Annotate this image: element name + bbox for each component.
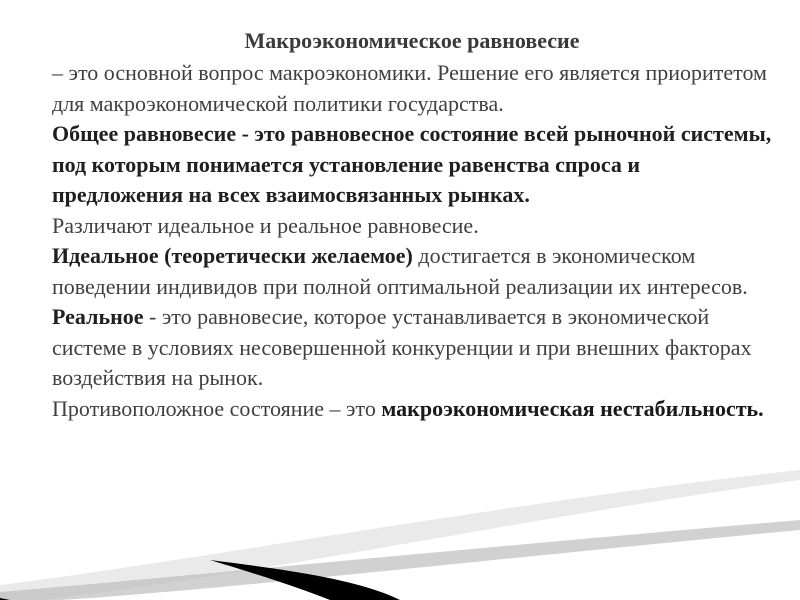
- real-equilibrium-text: - это равновесие, которое устанавливается в экономической системе в условиях несовершенной конкуренции и при внешних факторах воздействия на рынок.: [52, 304, 752, 390]
- real-equilibrium-term: Реальное: [52, 304, 144, 329]
- general-equilibrium-paragraph: Общее равновесие - это равновесное состояние всей рыночной системы, под которым понимается установление равенства спроса и предложения на всех взаимосвязанных рынках.: [52, 121, 772, 207]
- ideal-equilibrium-text: достигается в экономическом поведении индивидов при полной оптимальной реализации их интересов.: [52, 243, 748, 299]
- definition-paragraph: – это основной вопрос макроэкономики. Решение его является приоритетом для макроэкономической политики государства.: [52, 60, 767, 116]
- instability-paragraph: [52, 394, 772, 425]
- instability-term: макроэкономическая нестабильность.: [381, 395, 764, 421]
- instability-text: Противоположное состояние – это: [52, 395, 382, 421]
- ideal-equilibrium-term: Идеальное (теоретически желаемое): [52, 243, 413, 268]
- real-equilibrium-paragraph: [52, 302, 772, 394]
- ideal-equilibrium-paragraph: [52, 241, 772, 302]
- equilibrium-types-paragraph: Различают идеальное и реальное равновесие.: [52, 212, 479, 238]
- slide-content: [52, 24, 772, 424]
- slide-title: Макроэкономическое равновесие: [244, 28, 580, 53]
